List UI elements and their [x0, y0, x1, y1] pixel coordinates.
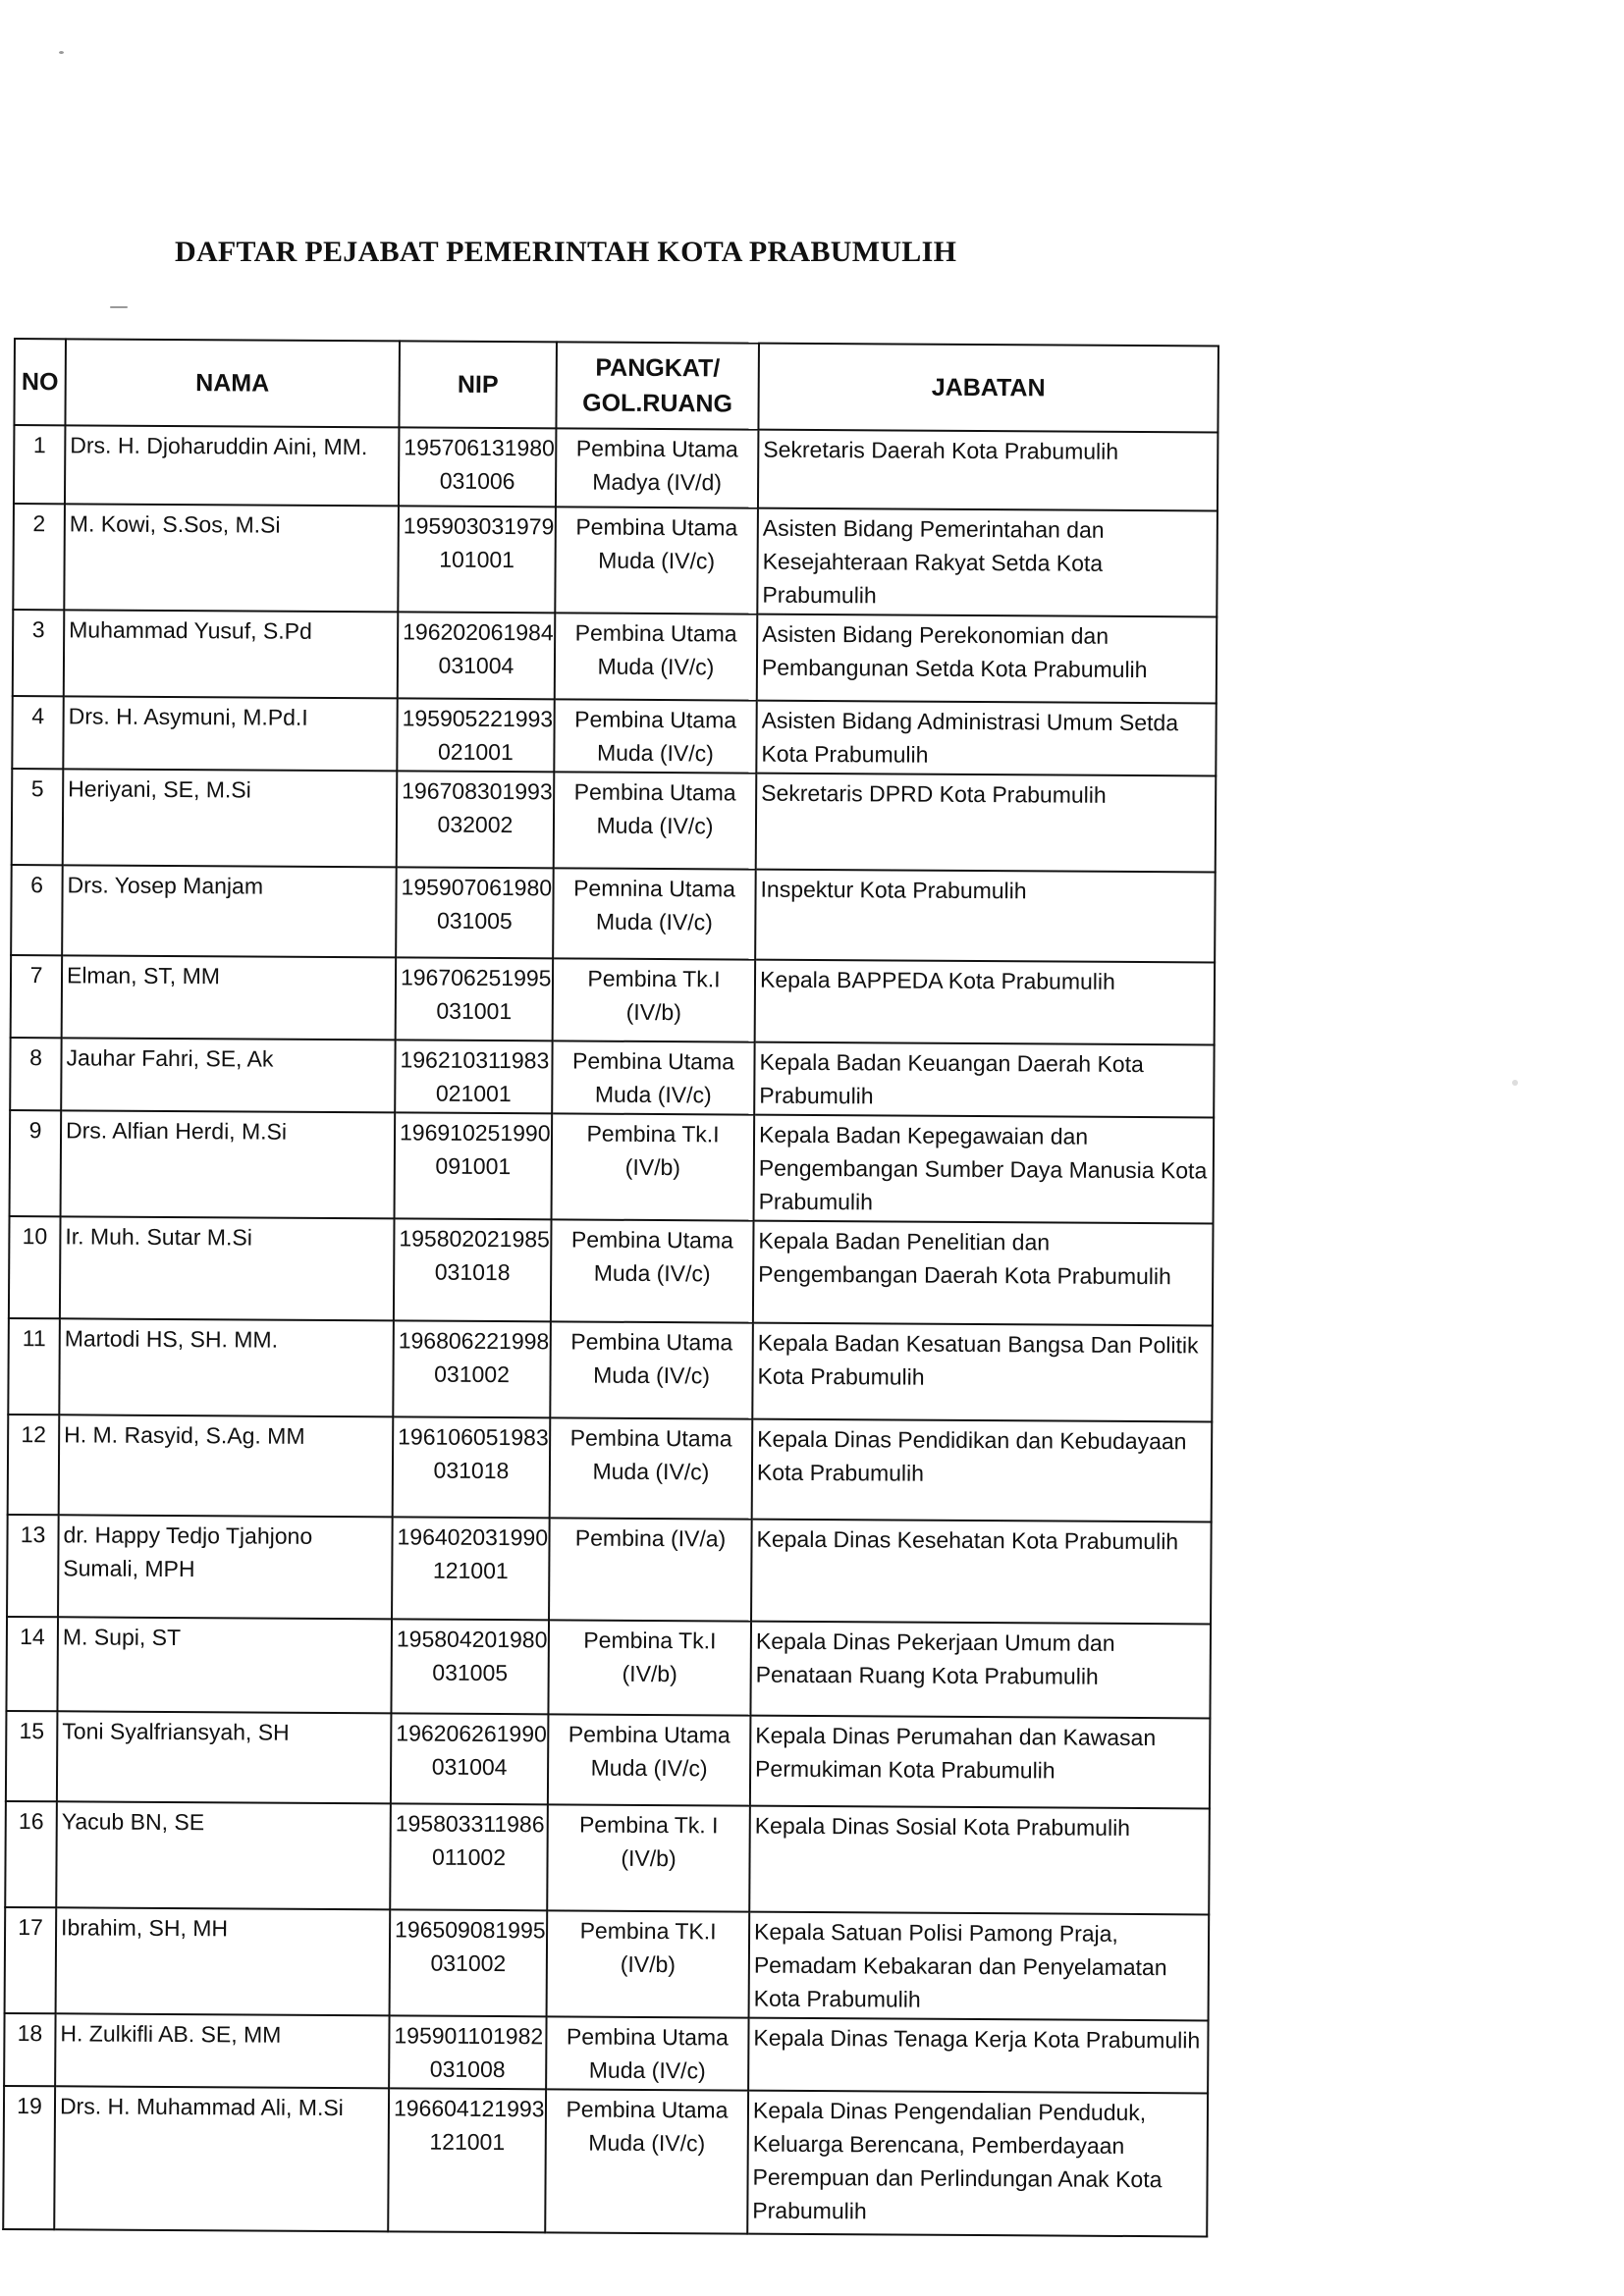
- rank-line1: Pembina Utama: [573, 778, 736, 806]
- cell-name: Toni Syalfriansyah, SH: [57, 1711, 392, 1803]
- cell-rank: [552, 1041, 754, 1114]
- table-row: [8, 1415, 1213, 1522]
- cell-position: Kepala Dinas Tenaga Kerja Kota Prabumulih: [748, 2018, 1208, 2094]
- cell-rank: [549, 1518, 752, 1621]
- cell-no: 11: [8, 1318, 60, 1415]
- cell-name: Muhammad Yusuf, S.Pd: [64, 610, 399, 698]
- cell-name: H. Zulkifli AB. SE, MM: [55, 2013, 389, 2088]
- table-row: [13, 610, 1218, 703]
- nip-line1: 195907061980: [401, 874, 553, 901]
- rank-line1: Pembina TK.I: [579, 1917, 717, 1945]
- cell-nip: [397, 698, 554, 772]
- cell-nip: [391, 1619, 549, 1714]
- cell-position: Kepala Badan Keuangan Daerah Kota Prabumulih: [754, 1042, 1214, 1118]
- table-row: [11, 955, 1215, 1044]
- table-row: [13, 504, 1218, 616]
- nip-line1: 196806221998: [398, 1327, 550, 1355]
- table-row: [3, 2086, 1208, 2236]
- header-position: JABATAN: [758, 344, 1218, 433]
- nip-line2: 031018: [433, 1457, 510, 1484]
- table-row: [5, 1907, 1210, 2020]
- cell-nip: [394, 1218, 552, 1321]
- cell-rank: [545, 2089, 748, 2233]
- table-row: [10, 1038, 1214, 1117]
- cell-name: Drs. Alfian Herdi, M.Si: [61, 1110, 396, 1218]
- nip-line1: 196708301993: [402, 777, 553, 805]
- cell-name: Drs. H. Muhammad Ali, M.Si: [54, 2086, 389, 2231]
- cell-rank: [556, 428, 758, 507]
- rank-line2: (IV/b): [620, 1950, 677, 1978]
- nip-line1: 196910251990: [399, 1119, 551, 1147]
- table-row: [8, 1318, 1213, 1421]
- rank-line2: Muda (IV/c): [588, 2129, 706, 2157]
- nip-line1: 195802021985: [399, 1225, 550, 1253]
- cell-rank: [546, 2016, 748, 2090]
- nip-line2: 021001: [437, 738, 514, 766]
- cell-no: 16: [5, 1801, 57, 1907]
- cell-rank: [550, 1417, 753, 1519]
- nip-line2: 031005: [432, 1659, 509, 1686]
- rank-line2: (IV/b): [624, 1153, 681, 1181]
- rank-line2: (IV/b): [622, 1660, 677, 1687]
- table-row: [7, 1515, 1212, 1624]
- cell-name: Jauhar Fahri, SE, Ak: [61, 1038, 395, 1112]
- cell-no: 5: [12, 769, 64, 865]
- rank-line1: Pembina Tk.I: [586, 1120, 720, 1148]
- cell-name: M. Supi, ST: [57, 1617, 392, 1713]
- nip-line2: 011002: [431, 1843, 507, 1871]
- cell-position: Kepala Dinas Perumahan dan Kawasan Permukiman Kota Prabumulih: [750, 1716, 1211, 1809]
- rank-line2: Madya (IV/d): [592, 468, 723, 496]
- header-name: NAMA: [65, 339, 400, 427]
- cell-position: Sekretaris DPRD Kota Prabumulih: [756, 774, 1217, 873]
- page-title: DAFTAR PEJABAT PEMERINTAH KOTA PRABUMULIH: [175, 236, 957, 268]
- cell-nip: [392, 1517, 550, 1620]
- rank-line1: Pembina (IV/a): [574, 1524, 727, 1552]
- header-rank-line2: GOL.RUANG: [582, 389, 733, 418]
- cell-no: 8: [10, 1038, 61, 1110]
- rank-line2: (IV/b): [625, 998, 682, 1026]
- cell-nip: [393, 1416, 551, 1518]
- rank-line2: Muda (IV/c): [593, 1362, 711, 1389]
- header-no: NO: [14, 339, 66, 425]
- cell-rank: [547, 1910, 750, 2017]
- cell-rank: [550, 1321, 753, 1418]
- cell-nip: [389, 2015, 546, 2089]
- nip-line1: 196202061984: [403, 618, 554, 646]
- table-row: [11, 865, 1216, 962]
- nip-line1: 195903031979: [403, 512, 555, 540]
- table-row: [14, 425, 1218, 510]
- cell-no: 17: [5, 1907, 57, 2013]
- nip-line2: 031001: [436, 997, 513, 1025]
- rank-line1: Pembina Utama: [571, 1047, 735, 1075]
- cell-rank: [554, 772, 757, 869]
- rank-line1: Pembina Utama: [574, 706, 737, 733]
- rank-line1: Pembina Utama: [570, 1328, 733, 1356]
- cell-rank: [553, 958, 756, 1041]
- rank-line2: Muda (IV/c): [598, 547, 716, 574]
- cell-nip: [391, 1713, 549, 1804]
- cell-position: Kepala Dinas Kesehatan Kota Prabumulih: [751, 1520, 1212, 1625]
- cell-nip: [393, 1320, 551, 1417]
- table-row: [9, 1216, 1214, 1325]
- nip-line2: 031004: [431, 1753, 508, 1781]
- rank-line2: (IV/b): [621, 1844, 677, 1872]
- cell-no: 18: [4, 2013, 55, 2086]
- cell-name: Ibrahim, SH, MH: [56, 1907, 391, 2015]
- scan-speck: [110, 306, 128, 308]
- header-rank: [556, 342, 759, 429]
- header-nip: NIP: [399, 341, 557, 428]
- table-row: [5, 1801, 1210, 1914]
- cell-name: Elman, ST, MM: [62, 955, 397, 1040]
- cell-position: Kepala Dinas Pendidikan dan Kebudayaan Kota Prabumulih: [752, 1419, 1213, 1522]
- nip-line1: 196206261990: [396, 1720, 547, 1747]
- nip-line2: 032002: [437, 811, 514, 838]
- nip-line2: 031018: [434, 1258, 511, 1286]
- table-header-row: [14, 339, 1218, 432]
- cell-name: Drs. Yosep Manjam: [62, 865, 397, 957]
- cell-position: Kepala Dinas Pekerjaan Umum dan Penataan Ruang Kota Prabumulih: [750, 1622, 1211, 1719]
- cell-position: Kepala BAPPEDA Kota Prabumulih: [755, 960, 1216, 1045]
- cell-position: Kepala Dinas Sosial Kota Prabumulih: [749, 1806, 1210, 1915]
- rank-line2: Muda (IV/c): [592, 1458, 710, 1485]
- nip-line2: 031002: [430, 1949, 507, 1977]
- table-row: [6, 1617, 1211, 1718]
- cell-name: Yacub BN, SE: [56, 1801, 391, 1909]
- cell-no: 7: [11, 955, 63, 1038]
- nip-line1: 196210311983: [400, 1046, 550, 1074]
- nip-line1: 195804201980: [396, 1626, 548, 1653]
- rank-line1: Pembina Tk.I: [587, 965, 721, 992]
- cell-no: 13: [7, 1515, 59, 1617]
- cell-no: 1: [14, 425, 65, 504]
- cell-position: Asisten Bidang Perekonomian dan Pembangunan Setda Kota Prabumulih: [757, 614, 1218, 704]
- cell-nip: [398, 506, 556, 613]
- cell-rank: [553, 868, 756, 959]
- rank-line2: Muda (IV/c): [594, 1081, 712, 1108]
- nip-line1: 195905221993: [402, 705, 554, 732]
- nip-line1: 196604121993: [393, 2095, 545, 2122]
- cell-position: Kepala Badan Kepegawaian dan Pengembangan Sumber Daya Manusia Kota Prabumulih: [754, 1115, 1215, 1224]
- cell-no: 15: [6, 1711, 58, 1801]
- table-row: [6, 1711, 1211, 1808]
- nip-line2: 091001: [435, 1152, 512, 1180]
- cell-no: 14: [6, 1617, 58, 1711]
- cell-no: 3: [13, 610, 65, 696]
- nip-line1: 196509081995: [395, 1916, 546, 1944]
- rank-line1: Pembina Utama: [569, 1424, 732, 1452]
- rank-line2: Muda (IV/c): [596, 812, 714, 839]
- nip-line2: 031006: [439, 467, 515, 495]
- nip-line2: 101001: [439, 546, 515, 573]
- nip-line2: 021001: [435, 1080, 512, 1107]
- rank-line1: Pembina Utama: [575, 435, 738, 462]
- rank-line2: Muda (IV/c): [588, 2056, 706, 2084]
- cell-nip: [390, 1803, 548, 1910]
- nip-line1: 196402031990: [397, 1523, 549, 1551]
- cell-position: Sekretaris Daerah Kota Prabumulih: [758, 430, 1218, 511]
- rank-line1: Pembina Utama: [566, 2023, 729, 2051]
- cell-rank: [554, 699, 756, 773]
- cell-nip: [397, 771, 555, 868]
- cell-name: Drs. H. Asymuni, M.Pd.I: [63, 696, 397, 771]
- rank-line1: Pembina Utama: [574, 619, 737, 647]
- cell-position: Kepala Satuan Polisi Pamong Praja, Pemadam Kebakaran dan Penyelamatan Kota Prabumulih: [749, 1912, 1210, 2021]
- cell-rank: [552, 1113, 755, 1220]
- nip-line1: 195901101982: [394, 2022, 544, 2050]
- cell-nip: [399, 427, 556, 507]
- table-row: [4, 2013, 1208, 2093]
- cell-name: Ir. Muh. Sutar M.Si: [60, 1216, 395, 1320]
- cell-name: M. Kowi, S.Sos, M.Si: [64, 504, 399, 612]
- cell-no: 10: [9, 1216, 61, 1318]
- nip-line2: 031008: [429, 2056, 506, 2083]
- cell-no: 2: [13, 504, 65, 610]
- cell-position: Asisten Bidang Administrasi Umum Setda Kota Prabumulih: [756, 701, 1216, 776]
- cell-nip: [396, 867, 554, 958]
- rank-line1: Pembina Tk.I: [583, 1627, 717, 1654]
- cell-name: Heriyani, SE, M.Si: [63, 769, 398, 867]
- scan-speck: [59, 51, 64, 54]
- cell-no: 9: [10, 1110, 62, 1216]
- cell-name: Martodi HS, SH. MM.: [59, 1318, 394, 1416]
- cell-nip: [388, 2088, 546, 2232]
- cell-no: 4: [12, 696, 63, 769]
- officials-table: [2, 338, 1219, 2237]
- nip-line2: 031005: [436, 907, 513, 934]
- cell-rank: [547, 1804, 750, 1911]
- nip-line2: 031004: [438, 652, 514, 679]
- nip-line1: 195706131980: [404, 434, 555, 461]
- cell-position: Inspektur Kota Prabumulih: [755, 870, 1216, 963]
- cell-position: Kepala Badan Kesatuan Bangsa Dan Politik Kota Prabumulih: [752, 1323, 1213, 1422]
- rank-line2: Muda (IV/c): [590, 1754, 708, 1782]
- cell-rank: [548, 1620, 751, 1715]
- nip-line1: 195803311986: [395, 1810, 545, 1838]
- cell-nip: [395, 1040, 552, 1113]
- rank-line2: Muda (IV/c): [595, 908, 713, 935]
- cell-no: 12: [8, 1415, 60, 1515]
- cell-rank: [551, 1219, 754, 1322]
- rank-line1: Pembina Utama: [566, 2096, 729, 2123]
- cell-name: dr. Happy Tedjo Tjahjono Sumali, MPH: [58, 1515, 393, 1619]
- rank-line1: Pemnina Utama: [573, 875, 736, 902]
- cell-nip: [396, 957, 554, 1041]
- table-row: [12, 769, 1217, 872]
- rank-line1: Pembina Utama: [570, 1226, 733, 1254]
- nip-line2: 121001: [432, 1557, 509, 1584]
- cell-nip: [390, 1909, 548, 2016]
- cell-position: Kepala Badan Penelitian dan Pengembangan Daerah Kota Prabumulih: [753, 1221, 1214, 1326]
- rank-line2: Muda (IV/c): [597, 653, 715, 680]
- cell-nip: [395, 1112, 553, 1219]
- cell-nip: [398, 612, 556, 699]
- rank-line1: Pembina Utama: [575, 513, 738, 541]
- rank-line1: Pembina Tk. I: [578, 1811, 719, 1839]
- table-row: [12, 696, 1216, 775]
- cell-name: Drs. H. Djoharuddin Aini, MM.: [65, 425, 399, 506]
- header-rank-line1: PANGKAT/: [595, 353, 721, 383]
- nip-line1: 196706251995: [400, 964, 552, 991]
- table-row: [10, 1110, 1215, 1223]
- cell-no: 19: [3, 2086, 55, 2229]
- cell-position: Kepala Dinas Pengendalian Penduduk, Keluarga Berencana, Pemberdayaan Perempuan dan Perlindungan Anak Kota Prabumulih: [747, 2091, 1208, 2237]
- cell-position: Asisten Bidang Pemerintahan dan Kesejahteraan Rakyat Setda Kota Prabumulih: [757, 508, 1218, 617]
- nip-line1: 196106051983: [398, 1423, 549, 1451]
- rank-line1: Pembina Utama: [568, 1721, 731, 1748]
- cell-no: 6: [11, 865, 63, 955]
- nip-line2: 031002: [434, 1361, 511, 1388]
- nip-line2: 121001: [429, 2128, 506, 2156]
- rank-line2: Muda (IV/c): [596, 739, 714, 767]
- cell-name: H. M. Rasyid, S.Ag. MM: [59, 1415, 394, 1517]
- rank-line2: Muda (IV/c): [593, 1259, 711, 1287]
- cell-rank: [548, 1714, 751, 1805]
- cell-rank: [555, 507, 758, 614]
- scan-speck: [1512, 1080, 1518, 1086]
- cell-rank: [555, 613, 758, 700]
